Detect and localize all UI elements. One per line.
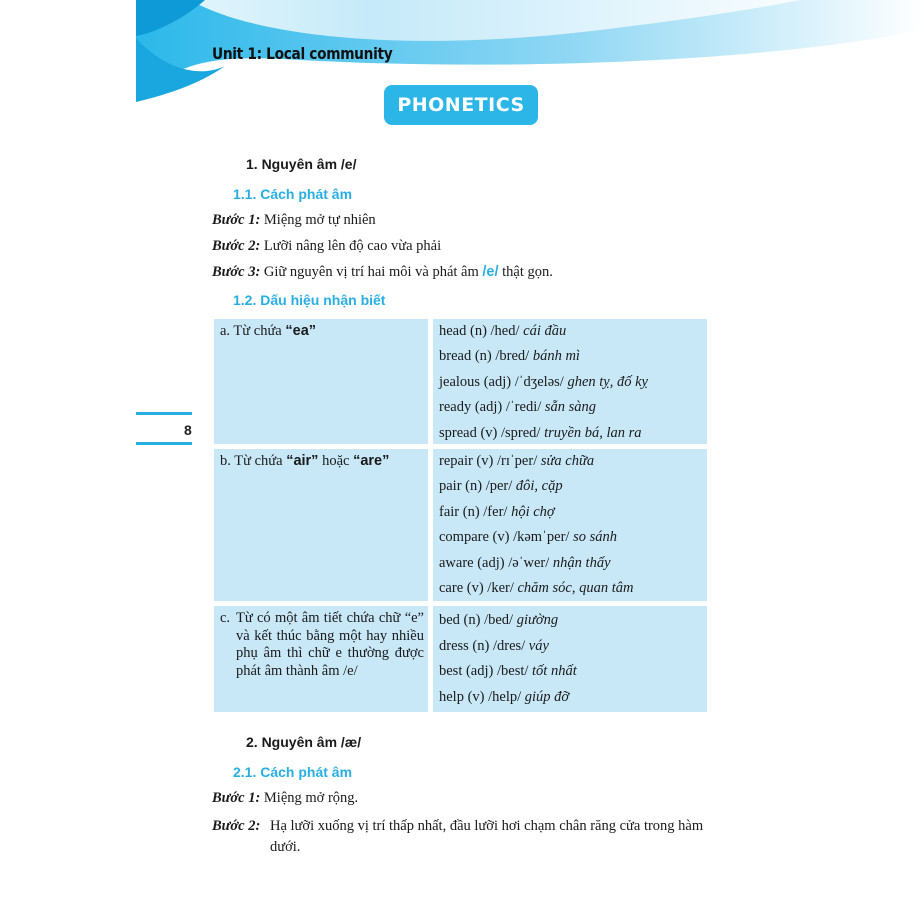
section1-step-1 bbox=[212, 212, 376, 229]
table-row-c-words-cell bbox=[433, 606, 707, 712]
table-row-b-label: b. Từ chứa “air” hoặc “are” bbox=[220, 453, 390, 469]
word-entry: aware (adj) /əˈwer/ nhận thấy bbox=[439, 555, 611, 571]
step-text: Lưỡi nâng lên độ cao vừa phải bbox=[260, 238, 442, 254]
unit-title: Unit 1: Local community bbox=[212, 44, 393, 63]
step-text: Giữ nguyên vị trí hai môi và phát âm bbox=[260, 264, 483, 280]
step-label: Bước 1: bbox=[212, 790, 261, 806]
section1-sub-pronunciation: 1.1. Cách phát âm bbox=[233, 186, 353, 202]
word-entry: bed (n) /bed/ giường bbox=[439, 612, 559, 628]
step-text: Miệng mở rộng. bbox=[260, 790, 359, 806]
word-entry: fair (n) /fer/ hội chợ bbox=[439, 504, 555, 520]
side-divider-bottom bbox=[136, 442, 192, 445]
word-entry: help (v) /help/ giúp đỡ bbox=[439, 689, 570, 705]
table-row-b-words-cell bbox=[433, 449, 707, 601]
table-row-c-label-cell bbox=[214, 606, 428, 712]
section2-step-2 bbox=[212, 816, 712, 858]
word-entry: repair (v) /rɪˈper/ sửa chữa bbox=[439, 453, 595, 469]
phonetics-badge-label: PHONETICS bbox=[397, 94, 525, 116]
word-entry: care (v) /ker/ chăm sóc, quan tâm bbox=[439, 580, 634, 596]
table-row-a-words-cell bbox=[433, 319, 707, 444]
page-number: 8 bbox=[184, 422, 192, 438]
word-entry: best (adj) /best/ tốt nhất bbox=[439, 663, 577, 679]
word-entry: dress (n) /dres/ váy bbox=[439, 638, 549, 654]
step-label: Bước 1: bbox=[212, 212, 261, 228]
step-text: Miệng mở tự nhiên bbox=[260, 212, 376, 228]
section1-heading: 1. Nguyên âm /e/ bbox=[246, 156, 357, 172]
step-label: Bước 3: bbox=[212, 264, 261, 280]
word-entry: compare (v) /kəmˈper/ so sánh bbox=[439, 529, 617, 545]
step-label: Bước 2: bbox=[212, 238, 261, 254]
step-text: Hạ lưỡi xuống vị trí thấp nhất, đầu lưỡi hơi chạm chân răng cửa trong hàm dưới. bbox=[270, 818, 704, 855]
table-row-a-label-cell bbox=[214, 319, 428, 444]
section1-step-2 bbox=[212, 238, 441, 255]
phonetics-badge bbox=[384, 85, 538, 125]
table-row-a-label: a. Từ chứa “ea” bbox=[220, 323, 317, 339]
ipa-symbol: /e/ bbox=[482, 264, 499, 280]
table-row-b-label-cell bbox=[214, 449, 428, 601]
word-entry: spread (v) /spred/ truyền bá, lan ra bbox=[439, 425, 642, 441]
section2-step-1 bbox=[212, 790, 358, 807]
section2-heading: 2. Nguyên âm /æ/ bbox=[246, 734, 362, 750]
section1-sub-signs: 1.2. Dấu hiệu nhận biết bbox=[233, 292, 386, 308]
word-entry: head (n) /hed/ cái đầu bbox=[439, 323, 567, 339]
table-row-c-label: c. Từ có một âm tiết chứa chữ “e” và kết thúc bằng một hay nhiều phụ âm thì chữ e thường được phát âm thành âm /e/ bbox=[220, 610, 424, 679]
side-divider-top bbox=[136, 412, 192, 415]
section2-sub-pronunciation: 2.1. Cách phát âm bbox=[233, 764, 353, 780]
word-entry: jealous (adj) /ˈdʒeləs/ ghen tỵ, đố kỵ bbox=[439, 374, 648, 390]
word-entry: ready (adj) /ˈredi/ sẵn sàng bbox=[439, 399, 597, 415]
word-entry: bread (n) /bred/ bánh mì bbox=[439, 348, 580, 364]
section1-step-3 bbox=[212, 264, 553, 281]
step-label: Bước 2: bbox=[212, 818, 261, 834]
word-entry: pair (n) /per/ đôi, cặp bbox=[439, 478, 563, 494]
step-text-after: thật gọn. bbox=[498, 264, 553, 280]
